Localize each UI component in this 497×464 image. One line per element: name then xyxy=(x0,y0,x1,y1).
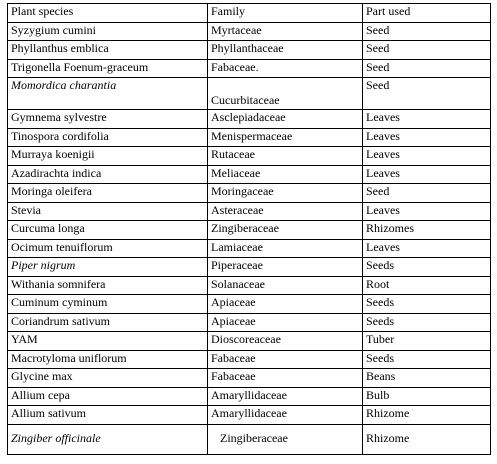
family-cell: Apiaceae xyxy=(208,313,363,332)
table-row xyxy=(8,313,491,332)
table-row xyxy=(8,78,491,110)
part-used-cell: Seeds xyxy=(363,295,491,314)
part-used-cell: Rhizome xyxy=(363,424,491,454)
species-cell: Phyllanthus emblica xyxy=(8,41,208,60)
part-used-cell: Seed xyxy=(363,78,491,110)
species-cell: Syzygium cumini xyxy=(8,22,208,41)
part-used-cell: Tuber xyxy=(363,332,491,351)
table-row xyxy=(8,387,491,406)
header-family: Family xyxy=(208,4,363,23)
species-cell: Momordica charantia xyxy=(8,78,208,110)
part-used-cell: Rhizome xyxy=(363,406,491,425)
family-cell: Rutaceae xyxy=(208,147,363,166)
part-used-cell: Leaves xyxy=(363,165,491,184)
header-plant-species: Plant species xyxy=(8,4,208,23)
species-cell: Allium sativum xyxy=(8,406,208,425)
part-used-cell: Leaves xyxy=(363,128,491,147)
species-cell: Azadirachta indica xyxy=(8,165,208,184)
family-cell: Fabaceae xyxy=(208,369,363,388)
table-row xyxy=(8,221,491,240)
species-cell: Allium cepa xyxy=(8,387,208,406)
species-cell: Ocimum tenuiflorum xyxy=(8,239,208,258)
table-row xyxy=(8,258,491,277)
species-cell: Piper nigrum xyxy=(8,258,208,277)
family-cell: Myrtaceae xyxy=(208,22,363,41)
species-cell: Withania somnifera xyxy=(8,276,208,295)
table-row xyxy=(8,128,491,147)
species-cell: Glycine max xyxy=(8,369,208,388)
part-used-cell: Seeds xyxy=(363,258,491,277)
part-used-cell: Seed xyxy=(363,22,491,41)
table-row xyxy=(8,184,491,203)
part-used-cell: Seed xyxy=(363,41,491,60)
species-cell: Trigonella Foenum-graceum xyxy=(8,59,208,78)
part-used-cell: Bulb xyxy=(363,387,491,406)
family-cell: Fabaceae xyxy=(208,350,363,369)
table-row xyxy=(8,110,491,129)
part-used-cell: Leaves xyxy=(363,147,491,166)
header-row xyxy=(8,4,491,23)
species-cell: YAM xyxy=(8,332,208,351)
family-cell: Piperaceae xyxy=(208,258,363,277)
family-cell: Menispermaceae xyxy=(208,128,363,147)
table-row xyxy=(8,369,491,388)
species-cell: Gymnema sylvestre xyxy=(8,110,208,129)
table-row xyxy=(8,41,491,60)
species-cell: Curcuma longa xyxy=(8,221,208,240)
table-row xyxy=(8,406,491,425)
species-cell: Coriandrum sativum xyxy=(8,313,208,332)
family-cell: Moringaceae xyxy=(208,184,363,203)
table-row xyxy=(8,22,491,41)
part-used-cell: Beans xyxy=(363,369,491,388)
family-cell: Amaryllidaceae xyxy=(208,387,363,406)
header-part-used: Part used xyxy=(363,4,491,23)
table-row xyxy=(8,332,491,351)
plant-table xyxy=(7,3,491,455)
family-cell: Cucurbitaceae xyxy=(208,78,363,110)
part-used-cell: Leaves xyxy=(363,239,491,258)
species-cell: Tinospora cordifolia xyxy=(8,128,208,147)
part-used-cell: Seeds xyxy=(363,313,491,332)
table-row xyxy=(8,295,491,314)
species-cell: Zingiber officinale xyxy=(8,424,208,454)
species-cell: Macrotyloma uniflorum xyxy=(8,350,208,369)
species-cell: Cuminum cyminum xyxy=(8,295,208,314)
family-cell: Zingiberaceae xyxy=(208,424,363,454)
family-cell: Apiaceae xyxy=(208,295,363,314)
family-cell: Amaryllidaceae xyxy=(208,406,363,425)
family-cell: Phyllanthaceae xyxy=(208,41,363,60)
family-cell: Zingiberaceae xyxy=(208,221,363,240)
table-row xyxy=(8,239,491,258)
part-used-cell: Root xyxy=(363,276,491,295)
part-used-cell: Seeds xyxy=(363,350,491,369)
family-cell: Dioscoreaceae xyxy=(208,332,363,351)
family-cell: Fabaceae. xyxy=(208,59,363,78)
table-row xyxy=(8,276,491,295)
table-row xyxy=(8,424,491,454)
family-cell: Asclepiadaceae xyxy=(208,110,363,129)
table-row xyxy=(8,165,491,184)
family-cell: Asteraceae xyxy=(208,202,363,221)
part-used-cell: Leaves xyxy=(363,202,491,221)
species-cell: Moringa oleifera xyxy=(8,184,208,203)
part-used-cell: Seed xyxy=(363,184,491,203)
table-row xyxy=(8,147,491,166)
part-used-cell: Seed xyxy=(363,59,491,78)
family-cell: Meliaceae xyxy=(208,165,363,184)
table-row xyxy=(8,59,491,78)
table-row xyxy=(8,350,491,369)
part-used-cell: Leaves xyxy=(363,110,491,129)
family-cell: Lamiaceae xyxy=(208,239,363,258)
species-cell: Murraya koenigii xyxy=(8,147,208,166)
part-used-cell: Rhizomes xyxy=(363,221,491,240)
table-row xyxy=(8,202,491,221)
family-cell: Solanaceae xyxy=(208,276,363,295)
species-cell: Stevia xyxy=(8,202,208,221)
